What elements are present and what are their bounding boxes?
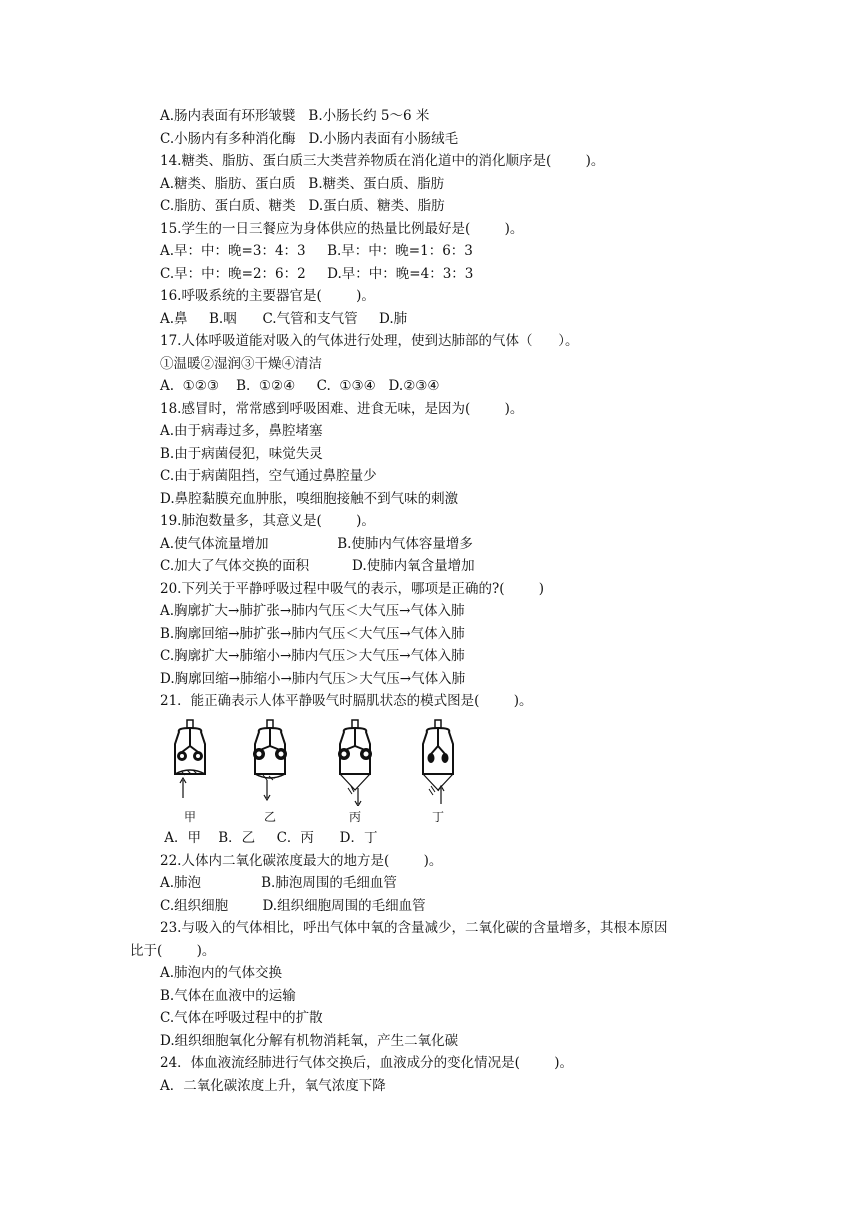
text-line: A.使气体流量增加 B.使肺内气体容量增多 xyxy=(160,536,473,552)
text-line: C.组织细胞 D.组织细胞周围的毛细血管 xyxy=(160,898,426,914)
text-line: C.由于病菌阻挡，空气通过鼻腔量少 xyxy=(160,468,377,484)
figure-label: 丁 xyxy=(431,810,444,824)
figure-yi xyxy=(245,718,295,828)
question-14: 14.糖类、脂肪、蛋白质三大类营养物质在消化道中的消化顺序是( )。 xyxy=(160,153,605,169)
question-16: 16.呼吸系统的主要器官是( )。 xyxy=(160,288,375,304)
text-line: D.鼻腔黏膜充血肿胀，嗅细胞接触不到气味的刺激 xyxy=(160,491,459,507)
text-line: A.早：中：晚=3：4：3 B.早：中：晚=1：6：3 xyxy=(160,243,473,259)
text-line: A.由于病毒过多，鼻腔堵塞 xyxy=(160,423,323,439)
text-line: B.气体在血液中的运输 xyxy=(160,988,296,1004)
figure-jia xyxy=(165,718,215,828)
figure-bing xyxy=(330,718,380,828)
bell-jar-icon xyxy=(245,718,295,806)
question-19: 19.肺泡数量多，其意义是( )。 xyxy=(160,513,375,529)
text-line: C.小肠内有多种消化酶 D.小肠内表面有小肠绒毛 xyxy=(160,131,459,147)
text-line: 比于( )。 xyxy=(130,943,216,959)
figure-label: 甲 xyxy=(183,810,196,824)
figure-ding xyxy=(413,718,463,828)
text-line: A.肠内表面有环形皱襞 B.小肠长约 5～6 米 xyxy=(160,108,430,124)
text-line: A．甲 B．乙 C．丙 D．丁 xyxy=(160,830,378,846)
diaphragm-model-figures xyxy=(160,718,480,828)
question-22: 22.人体内二氧化碳浓度最大的地方是( )。 xyxy=(160,853,443,869)
bell-jar-icon xyxy=(165,718,215,806)
question-18: 18.感冒时，常常感到呼吸困难、进食无味，是因为( )。 xyxy=(160,401,524,417)
text-line: ①温暖②湿润③干燥④清洁 xyxy=(160,356,322,372)
figure-label: 丙 xyxy=(348,810,361,824)
text-line: C.气体在呼吸过程中的扩散 xyxy=(160,1010,323,1026)
text-line: A.胸廓扩大→肺扩张→肺内气压＜大气压→气体入肺 xyxy=(160,603,465,619)
text-line: A.肺泡 B.肺泡周围的毛细血管 xyxy=(160,875,397,891)
bell-jar-icon xyxy=(413,718,463,806)
question-21: 21．能正确表示人体平静吸气时膈肌状态的模式图是( )。 xyxy=(160,693,533,709)
text-line: C.加大了气体交换的面积 D.使肺内氧含量增加 xyxy=(160,558,475,574)
text-line: B.胸廓回缩→肺扩张→肺内气压＜大气压→气体入肺 xyxy=(160,626,465,642)
question-15: 15.学生的一日三餐应为身体供应的热量比例最好是( )。 xyxy=(160,221,524,237)
text-line: C.脂肪、蛋白质、糖类 D.蛋白质、糖类、脂肪 xyxy=(160,198,445,214)
text-line: B.由于病菌侵犯，味觉失灵 xyxy=(160,446,323,462)
figure-label: 乙 xyxy=(263,810,276,824)
question-20: 20.下列关于平静呼吸过程中吸气的表示，哪项是正确的?( ) xyxy=(160,581,545,597)
question-23: 23.与吸入的气体相比，呼出气体中氧的含量减少，二氧化碳的含量增多，其根本原因 xyxy=(160,920,668,936)
text-line: A. ①②③ B. ①②④ C. ①③④ D.②③④ xyxy=(160,378,440,394)
question-24: 24．体血液流经肺进行气体交换后，血液成分的变化情况是( )。 xyxy=(160,1055,574,1071)
text-line: A.鼻 B.咽 C.气管和支气管 D.肺 xyxy=(160,311,408,327)
text-line: A.肺泡内的气体交换 xyxy=(160,965,283,981)
text-line: C.早：中：晚=2：6：2 D.早：中：晚=4：3：3 xyxy=(160,266,474,282)
text-line: D.胸廓回缩→肺缩小→肺内气压＞大气压→气体入肺 xyxy=(160,671,466,687)
question-17: 17.人体呼吸道能对吸入的气体进行处理，使到达肺部的气体（ ）。 xyxy=(160,333,579,349)
text-line: D.组织细胞氧化分解有机物消耗氧，产生二氧化碳 xyxy=(160,1033,459,1049)
text-line: C.胸廓扩大→肺缩小→肺内气压＞大气压→气体入肺 xyxy=(160,648,465,664)
bell-jar-icon xyxy=(330,718,380,806)
text-line: A．二氧化碳浓度上升，氧气浓度下降 xyxy=(160,1078,386,1094)
text-line: A.糖类、脂肪、蛋白质 B.糖类、蛋白质、脂肪 xyxy=(160,176,445,192)
